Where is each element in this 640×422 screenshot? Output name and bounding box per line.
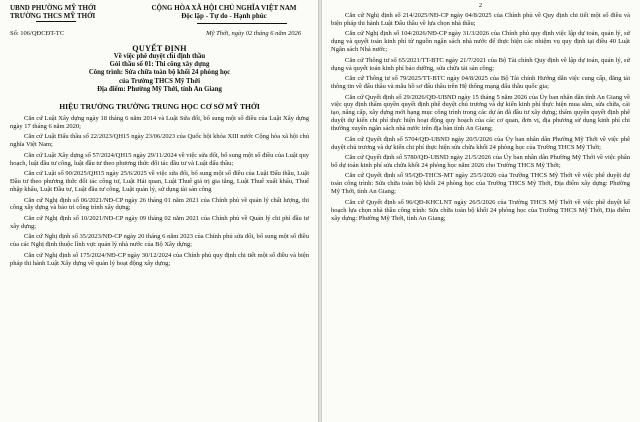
legal-basis-paragraph: Căn cứ Nghị định số 10/2021/NĐ-CP ngày 09 tháng 02 năm 2021 của Chính phủ về Quản lý chi phí đầu tư xây dựng; (10, 214, 309, 230)
national-motto (139, 4, 309, 22)
subtitle-line: Địa điểm: Phường Mỹ Thới, tỉnh An Giang (97, 85, 222, 93)
nation-line-1: CỘNG HÒA XÃ HỘI CHỦ NGHĨA VIỆT NAM (151, 4, 297, 12)
org-line-1: UBND PHƯỜNG MỸ THỚI (10, 4, 97, 12)
org-line-2: TRƯỜNG THCS MỸ THỚI (10, 12, 96, 20)
legal-basis-paragraph: Căn cứ Nghị định số 214/2025/NĐ-CP ngày 04/8/2025 của Chính phủ về Quy định chi tiết một số điều và biện pháp thi hành Luật Đấu thầu về lựa chọn nhà thầu; (331, 12, 630, 27)
subtitle-line: Gói thầu số 01: Thi công xây dựng (109, 61, 210, 69)
subtitle-line: của Trường THCS Mỹ Thới (119, 77, 200, 85)
subtitle-line: Công trình: Sửa chữa toàn bộ khối 24 phòng học (88, 69, 231, 77)
legal-basis-paragraph: Căn cứ Luật số 90/2025/QH15 ngày 25/6/2025 về việc sửa đổi, bổ sung một số điều của Luật Đấu thầu, Luật Đầu tư theo phương thức đối tác công tư, Luật Hải quan, Luật Thuế giá trị gia tăng, Luật Thuế xuất khẩu, Thuế nhập khẩu, Luật Đầu tư, Luật đầu tư công, Luật quản lý, sử dụng tài sản công (10, 170, 309, 194)
legal-basis-paragraph: Căn cứ Quyết định số 29/2026/QĐ-UBND ngày 15 tháng 5 năm 2026 của Ủy ban nhân dân tỉnh An Giang về việc quy định thẩm quyền quyết định phê duyệt chủ trương và dự kiến kinh phí thực hiện mua sắm, sửa chữa, cải tạo, nâng cấp, xây dựng mới hạng mục công trình trong các dự án đã đầu tư xây dựng; thẩm quyền quyết định phê duyệt dự kiến chi phí thực hiện hoạt động quy hoạch của các cơ quan, đơn vị, địa phương sử dụng kinh phí chi thường xuyên ngân sách nhà nước trên địa bàn tỉnh An Giang; (331, 93, 630, 133)
legal-basis-paragraph: Căn cứ Quyết định số 96/QĐ-KHCLNT ngày 26/5/2026 của Trường THCS Mỹ Thới về việc phê duyệt kế hoạch lựa chọn nhà thầu công trình: Sửa chữa toàn bộ khối 24 phòng học của Trường THCS Mỹ Thới, Địa điểm xây dựng: Phường Mỹ Thới, tỉnh An Giang; (331, 198, 630, 222)
legal-basis-paragraph: Căn cứ Nghị định số 35/2023/NĐ-CP ngày 20 tháng 6 năm 2023 của Chính phủ sửa đổi, bổ sung một số điều của các Nghị định thuộc lĩnh vực quản lý nhà nước của Bộ Xây dựng; (10, 233, 309, 249)
legal-basis-paragraph: Căn cứ Quyết định số 5704/QĐ-UBND ngày 20/5/2026 của Ủy ban nhân dân Phường Mỹ Thới về việc phê duyệt chủ trương và dự kiến chi phí thực hiện sửa chữa khối 24 phòng học của Trường THCS Mỹ Thới; (331, 135, 630, 151)
legal-basis-paragraph: Căn cứ Nghị định số 175/2024/NĐ-CP ngày 30/12/2024 của Chính phủ quy định chi tiết một số điều và biện pháp thi hành Luật Xây dựng về quản lý hoạt động xây dựng; (10, 251, 309, 267)
subtitle-line: Về việc phê duyệt chỉ định thầu (113, 53, 206, 60)
document-date: Mỹ Thới, ngày 02 tháng 6 năm 2026 (206, 30, 301, 37)
legal-basis-paragraph: Căn cứ Quyết định số 95/QĐ-THCS-MT ngày 25/5/2026 của Trường THCS Mỹ Thới về việc phê duyệt dự toán công trình: Sửa chữa toàn bộ khối 24 phòng học của Trường THCS Mỹ Thới, Địa điểm xây dựng: Phường Mỹ Thới, tỉnh An Giang; (331, 172, 630, 196)
legal-basis-paragraph: Căn cứ Luật Xây dựng ngày 18 tháng 6 năm 2014 và Luật Sửa đổi, bổ sung một số điều của Luật Xây dựng ngày 17 tháng 6 năm 2020; (10, 115, 309, 130)
issuing-organization (10, 4, 130, 22)
legal-basis-paragraph: Căn cứ Nghị định số 06/2021/NĐ-CP ngày 26 tháng 01 năm 2021 của Chính phủ về quản lý chất lượng, thi công xây dựng và bảo trì công trình xây dựng; (10, 196, 309, 212)
org-underline (36, 21, 76, 22)
document-number: Số: 106/QĐCĐT-TC (10, 30, 65, 37)
motto-underline (197, 23, 287, 24)
legal-basis-paragraph: Căn cứ Luật Xây dựng số 57/2024/QH15 ngày 29/11/2024 về việc sửa đổi, bổ sung một số điều của Luật quy hoạch, luật đầu tư công, luật đầu tư theo phương thức đối tác đầu tư và Luật đấu thầu; (10, 151, 309, 167)
legal-basis-paragraph: Căn cứ Thông tư số 79/2025/TT-BTC ngày 04/8/2025 của Bộ Tài chính Hướng dẫn việc cung cấp, đăng tải thông tin về đấu thầu và mẫu hồ sơ đấu thầu trên Hệ thống mạng đấu thầu quốc gia; (331, 75, 630, 91)
legal-basis-paragraph: Căn cứ Quyết định số 5780/QĐ-UBND ngày 21/5/2026 của Ủy ban nhân dân Phường Mỹ Thới về việc phân bổ dự toán kinh phí sửa chữa khối 24 phòng học năm 2026 cho Trường THCS Mỹ Thới; (331, 154, 630, 169)
legal-basis-paragraph: Căn cứ Luật Đấu thầu số 22/2023/QH15 ngày 23/06/2023 của Quốc hội khóa XIII nước Cộng hòa xã hội chủ nghĩa Việt Nam; (10, 133, 309, 149)
document-title: QUYẾT ĐỊNH (132, 44, 187, 53)
legal-basis-list (10, 115, 309, 268)
page-2 (322, 0, 640, 422)
nation-line-2: Độc lập - Tự do - Hạnh phúc (181, 12, 267, 20)
legal-basis-paragraph: Căn cứ Thông tư số 65/2021/TT-BTC ngày 21/7/2021 của Bộ Tài chính Quy định về lập dự toán, quản lý, sử dụng và quyết toán kinh phí bảo dưỡng, sửa chữa tài sản công; (331, 56, 630, 72)
page-number: 2 (478, 2, 483, 9)
legal-basis-list-continued (331, 12, 630, 223)
document-number-line (10, 30, 309, 38)
legal-basis-paragraph: Căn cứ Nghị định số 104/2026/NĐ-CP ngày 31/3/2026 của Chính phủ quy định việc lập dự toán, quản lý, sử dụng và quyết toán kinh phí từ nguồn ngân sách nhà nước để thực hiện các nhiệm vụ quy định tại điều 40 Luật Ngân sách Nhà nước; (331, 30, 630, 54)
letterhead (10, 4, 309, 22)
issuing-authority-heading: HIỆU TRƯỞNG TRƯỜNG TRUNG HỌC CƠ SỞ MỸ THỚI (59, 102, 260, 112)
page-1 (0, 0, 318, 422)
